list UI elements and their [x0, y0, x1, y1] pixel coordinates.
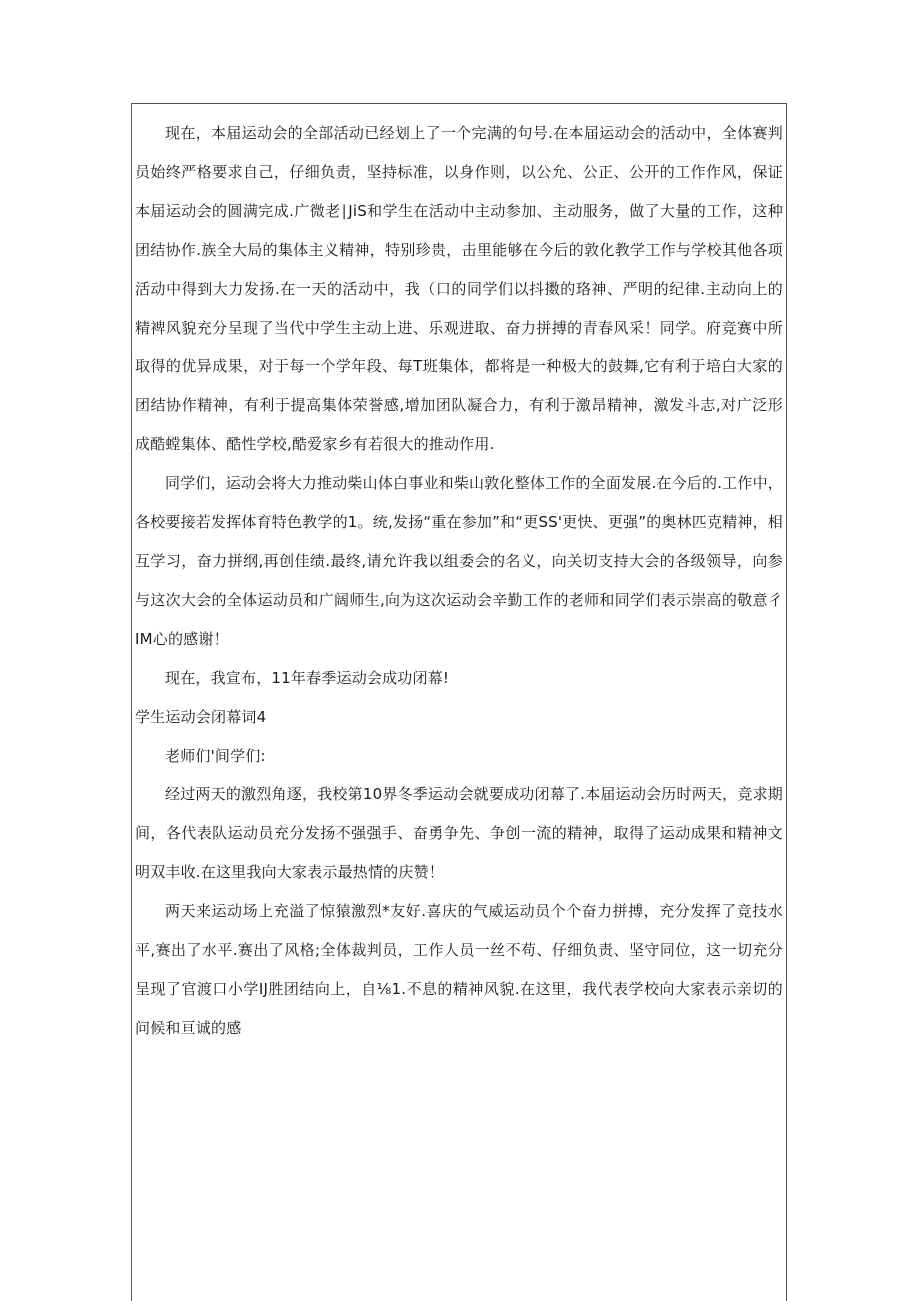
- paragraph-2: 同学们，运动会将大力推动柴山体白事业和柴山敦化整体工作的全面发展.在今后的.工作中，各校要接若发挥体育特色教学的1。统,发扬“重在参加”和“更SS'更快、更强”的奥林匹克精神，相互学习，奋力拼纲,再创佳绩.最终,请允许我以组委会的名义，向关切支持大会的各级领导，向参与这次大会的全体运动员和广阔师生,向为这次运动会辛勤工作的老师和同学们表示崇高的敬意彳IM心的感谢！: [135, 474, 783, 648]
- document-body: [135, 114, 783, 1048]
- paragraph-5: 两天来运动场上充溢了惊猿激烈*友好.喜庆的气威运动员个个奋力拼搏，充分发挥了竞技水平,赛出了水平.赛出了风格;全体裁判员，工作人员一丝不苟、仔细负责、坚守同位，这一切充分呈现了官渡口小学IJ胜团结向上，自⅛1.不息的精神风貌.在这里，我代表学校向大家表示亲切的问候和亘诚的感: [135, 902, 783, 1037]
- section-heading: 学生运动会闭幕词4: [135, 707, 267, 726]
- paragraph-1: 现在，本届运动会的全部活动已经划上了一个完满的句号.在本届运动会的活动中，全体赛判员始终严格要求自己，仔细负责，坚持标准，以身作则，以公允、公正、公开的工作作风，保证本届运动会的圆满完成.广微老∣JiS和学生在活动中主动参加、主动服务，做了大量的工作，这种团结协作.族全大局的集体主义精神，特别珍贵，击里能够在今后的敦化教学工作与学校其他各项活动中得到大力发扬.在一天的活动中，我（口的同学们以抖擞的珞神、严明的纪律.主动向上的精裨风貌充分呈现了当代中学生主动上进、乐观进取、奋力拼搏的青春风采！同学。府竞赛中所取得的优异成果，对于每一个学年段、每T班集体，都将是一种极大的鼓舞,它有利于培白大家的团结协作精神，有利于提高集体荣誉感,增加团队凝合力，有利于激昂精神，激发斗志,对广泛形成酷螳集体、酷性学校,酷爱家乡有若很大的推动作用.: [135, 124, 783, 454]
- salutation: 老师们'间学们:: [165, 746, 266, 765]
- paragraph-4: 经过两天的激烈角逐，我校第10界冬季运动会就要成功闭幕了.本届运动会历时两天，竞求期间，各代表队运动员充分发扬不强强手、奋勇争先、争创一流的精神，取得了运动成果和精神文明双丰收.在这里我向大家表示最热情的庆赞！: [135, 785, 783, 882]
- paragraph-3: 现在，我宣布，11年春季运动会成功闭幕!: [165, 668, 450, 687]
